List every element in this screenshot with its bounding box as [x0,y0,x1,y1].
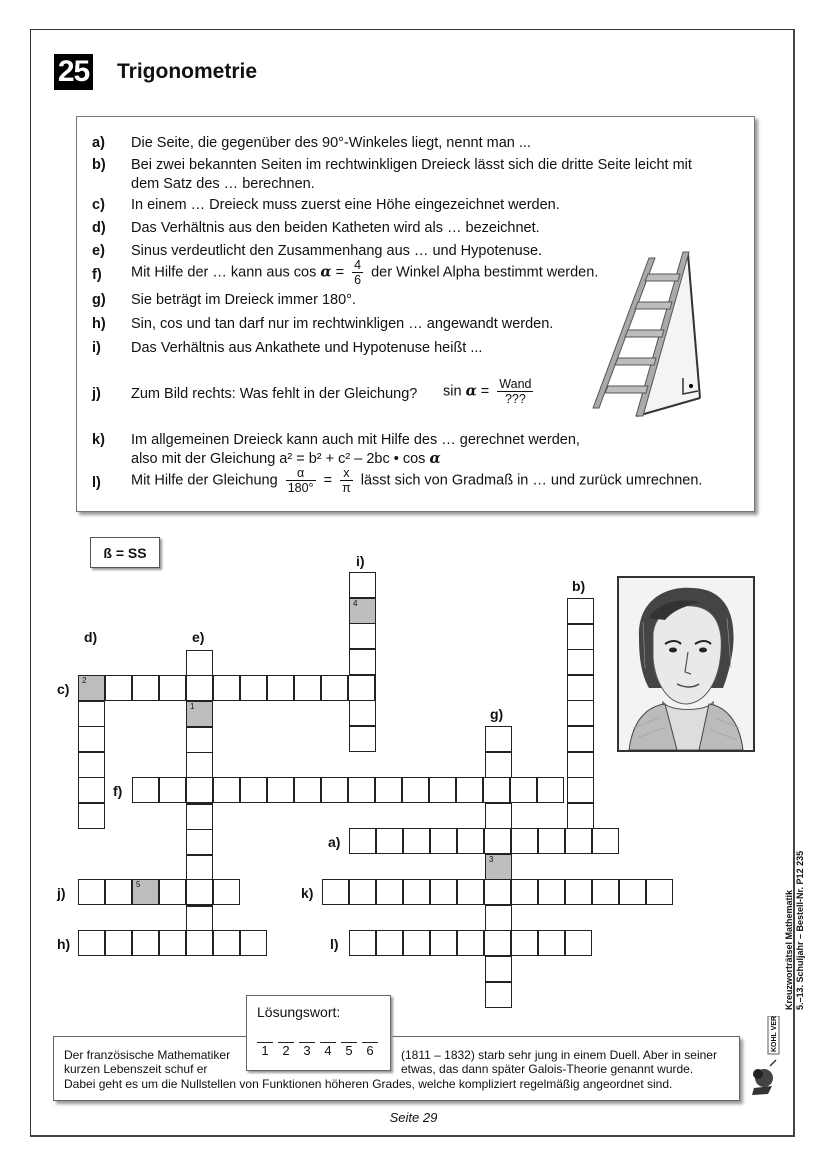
crossword-cell[interactable] [538,828,565,854]
info-line1-b: (1811 – 1832) starb sehr jung in einem Duell. Aber in seiner [401,1048,717,1062]
crossword-cell[interactable] [646,879,673,905]
crossword-cell[interactable] [403,879,430,905]
crossword-cell[interactable] [402,777,429,803]
cell-number: 2 [82,676,87,685]
crossword-cell[interactable] [511,828,538,854]
crossword-cell[interactable] [457,930,484,956]
word-label-k: k) [301,885,314,901]
crossword-cell[interactable] [321,777,348,803]
crossword-cell[interactable] [349,623,376,649]
crossword-cell[interactable] [567,752,594,778]
clue-text: Mit Hilfe der Gleichung $\frac{\alpha}{180^\circ}$ = $\frac{x}{\pi}$ lässt sich von Gradmaß in … und zurück umrechnen. [131,466,703,495]
crossword-cell[interactable] [483,777,510,803]
solution-slot[interactable]: 4 [320,1042,336,1059]
clue-letter: d) [92,220,106,236]
crossword-cell[interactable] [213,879,240,905]
solution-slot[interactable]: 2 [278,1042,294,1059]
crossword-cell[interactable] [78,752,105,778]
alpha-symbol: α [429,450,441,467]
crossword-cell[interactable] [537,777,564,803]
crossword-cell[interactable] [78,777,105,803]
crossword-cell[interactable] [376,879,403,905]
crossword-cell[interactable] [159,879,186,905]
clue-letter: l) [92,475,101,491]
clue-text: Im allgemeinen Dreieck kann auch mit Hilfe des … gerechnet werden, [131,432,580,448]
crossword-cell[interactable] [349,572,376,598]
word-label-a: a) [328,834,341,850]
word-label-g: g) [490,706,504,722]
crossword-cell[interactable] [132,930,159,956]
clue-text: Das Verhältnis aus den beiden Katheten wird als … bezeichnet. [131,220,540,236]
crossword-cell[interactable] [484,930,511,956]
svg-text:KOHL VERLAG: KOHL VERLAG [771,1016,778,1052]
crossword-cell[interactable] [567,726,594,752]
crossword-cell[interactable] [592,879,619,905]
crossword-cell[interactable] [349,879,376,905]
clue-text: Bei zwei bekannten Seiten im rechtwinkligen Dreieck lässt sich die dritte Seite leicht mit [131,157,692,173]
crossword-cell[interactable] [510,777,537,803]
crossword-cell-numbered[interactable] [132,879,159,905]
crossword-cell[interactable] [538,879,565,905]
crossword-cell[interactable] [485,752,512,778]
crossword-cell[interactable] [186,855,213,881]
crossword-cell[interactable] [159,930,186,956]
crossword-cell[interactable] [567,777,594,803]
crossword-cell[interactable] [213,777,240,803]
crossword-cell[interactable] [538,930,565,956]
crossword-cell[interactable] [592,828,619,854]
crossword-cell[interactable] [565,828,592,854]
crossword-cell[interactable] [619,879,646,905]
crossword-cell[interactable] [132,777,159,803]
word-label-l: l) [330,936,339,952]
info-line2-b: etwas, das dann später Galois-Theorie genannt wurde. [401,1062,694,1076]
clue-letter: e) [92,243,105,259]
crossword-cell[interactable] [485,982,512,1008]
crossword-cell[interactable] [78,726,105,752]
crossword-cell[interactable] [294,675,321,701]
solution-slot[interactable]: 1 [257,1042,273,1059]
fraction: $\frac{\alpha}{180^\circ}$ [287,466,314,495]
sine-equation: sin α = $\frac{\text{Wand}}{???}$ [443,377,532,406]
info-line1-a: Der französische Mathematiker [64,1048,231,1062]
crossword-cell[interactable] [430,879,457,905]
word-label-i: i) [356,553,365,569]
clue-text-line2: dem Satz des … berechnen. [131,176,315,192]
crossword-cell[interactable] [511,879,538,905]
crossword-cell[interactable] [159,675,186,701]
crossword-cell[interactable] [457,828,484,854]
crossword-cell[interactable] [186,727,213,753]
crossword-cell[interactable] [78,701,105,727]
word-label-j: j) [57,885,66,901]
crossword-cell[interactable] [349,700,376,726]
fraction: $\frac{4}{6}$ [354,258,362,287]
crossword-cell[interactable] [403,930,430,956]
crossword-cell[interactable] [213,675,240,701]
alpha-symbol: α [465,382,477,400]
info-line2-a: kurzen Lebenszeit schuf er [64,1062,208,1076]
crossword-cell[interactable] [485,803,512,829]
crossword-cell[interactable] [159,777,186,803]
crossword-cell[interactable] [78,879,105,905]
clue-text: Sin, cos und tan darf nur im rechtwinkligen … angewandt werden. [131,316,554,332]
clue-text: Mit Hilfe der … kann aus cos α = $\frac{4}{6}$ der Winkel Alpha bestimmt werden. [131,258,599,287]
crossword-cell[interactable] [567,598,594,624]
publisher-logo [746,1016,786,1096]
clue-text: Die Seite, die gegenüber des 90°-Winkeles liegt, nennt man ... [131,135,531,151]
clue-letter: g) [92,292,106,308]
clue-letter: f) [92,267,102,283]
crossword-cell[interactable] [567,803,594,829]
crossword-cell[interactable] [349,828,376,854]
crossword-cell[interactable] [349,726,376,752]
puzzle-number: 25 [54,54,93,90]
crossword-cell[interactable] [429,777,456,803]
word-label-d: d) [84,629,98,645]
crossword-cell[interactable] [322,879,349,905]
crossword-cell[interactable] [267,777,294,803]
info-line3: Dabei geht es um die Nullstellen von Funktionen höheren Grades, welche kompliziert regelmäßig angeordnet sind. [64,1077,673,1091]
crossword-cell[interactable] [186,804,213,830]
cell-number: 4 [353,598,358,608]
crossword-cell[interactable] [321,675,348,701]
crossword-cell[interactable] [186,829,213,855]
crossword-cell[interactable] [485,905,512,931]
crossword-cell[interactable] [186,650,213,676]
solution-title: Lösungswort: [257,1004,341,1020]
crossword-cell[interactable] [240,675,267,701]
alpha-symbol: α [320,263,332,281]
crossword-cell[interactable] [240,930,267,956]
solution-slot[interactable]: 5 [341,1042,357,1059]
crossword-cell[interactable] [267,675,294,701]
clue-text: Das Verhältnis aus Ankathete und Hypotenuse heißt ... [131,340,483,356]
side-info-text: Kreuzworträtsel Mathematik 5.–13. Schuljahr – Bestell-Nr. P12 235 [784,850,805,1010]
cell-number: 3 [489,855,494,864]
crossword-cell-numbered[interactable] [78,675,105,701]
crossword-cell[interactable] [565,930,592,956]
clue-letter: c) [92,197,105,213]
word-label-b: b) [572,578,586,594]
solution-slot[interactable]: 3 [299,1042,315,1059]
page-title: Trigonometrie [117,60,258,83]
clue-text-line2: also mit der Gleichung a² = b² + c² – 2bc • cos α [131,450,441,467]
crossword-cell[interactable] [567,624,594,650]
word-label-h: h) [57,936,71,952]
clue-letter: k) [92,432,105,448]
info-text-box [53,1036,740,1101]
crossword-cell[interactable] [348,675,375,701]
crossword-cell[interactable] [186,752,213,778]
crossword-cell[interactable] [484,828,511,854]
crossword-cell-numbered[interactable] [485,854,512,880]
crossword-cell[interactable] [78,803,105,829]
side-info [748,822,805,1012]
crossword-cell[interactable] [457,879,484,905]
crossword-cell[interactable] [375,777,402,803]
clue-text: Sinus verdeutlicht den Zusammenhang aus … und Hypotenuse. [131,243,543,259]
clue-letter: j) [92,386,101,402]
solution-slot[interactable]: 6 [362,1042,378,1059]
word-label-c: c) [57,681,70,697]
crossword-cell[interactable] [213,930,240,956]
crossword-cell[interactable] [186,930,213,956]
crossword-cell[interactable] [186,777,213,803]
clue-letter: a) [92,135,105,151]
crossword-cell[interactable] [105,675,132,701]
crossword-cell[interactable] [485,726,512,752]
crossword-cell[interactable] [567,675,594,701]
crossword-cell[interactable] [186,879,213,905]
fraction: $\frac{\text{Wand}}{???}$ [499,377,532,406]
crossword-cell[interactable] [186,675,213,701]
clue-text: Sie beträgt im Dreieck immer 180°. [131,292,356,308]
clue-text: In einem … Dreieck muss zuerst eine Höhe eingezeichnet werden. [131,197,560,213]
crossword-cell[interactable] [376,930,403,956]
crossword-cell[interactable] [105,930,132,956]
crossword-cell[interactable] [349,930,376,956]
clue-letter: i) [92,340,101,356]
crossword-cell[interactable] [186,906,213,932]
word-label-e: e) [192,629,205,645]
crossword-cell[interactable] [567,700,594,726]
clue-text: Zum Bild rechts: Was fehlt in der Gleichung? [131,386,418,402]
clue-letter: b) [92,157,106,173]
crossword-cell[interactable] [105,879,132,905]
clue-letter: h) [92,316,106,332]
crossword-cell-numbered[interactable] [349,598,376,624]
crossword-cell[interactable] [348,777,375,803]
crossword-cell[interactable] [376,828,403,854]
cell-number: 5 [136,880,141,889]
crossword-cell[interactable] [430,930,457,956]
crossword-cell[interactable] [294,777,321,803]
page-footer: Seite 29 [389,1110,438,1125]
publisher-logo-icon [746,1016,786,1096]
crossword-cell[interactable] [240,777,267,803]
cell-number: 1 [190,702,195,712]
crossword-cell[interactable] [456,777,483,803]
crossword-cell[interactable] [349,649,376,675]
crossword-cell[interactable] [132,675,159,701]
crossword-cell[interactable] [484,879,511,905]
crossword-cell[interactable] [511,930,538,956]
word-label-f: f) [113,783,123,799]
crossword-cell[interactable] [403,828,430,854]
crossword-cell[interactable] [78,930,105,956]
crossword-cell[interactable] [430,828,457,854]
crossword-cell-numbered[interactable] [186,701,213,727]
hint-box: ß = SS [90,537,160,568]
crossword-cell[interactable] [565,879,592,905]
solution-word-box [246,995,391,1071]
crossword-cell[interactable] [485,956,512,982]
crossword-cell[interactable] [567,649,594,675]
fraction: $\frac{x}{\pi}$ [342,466,351,495]
